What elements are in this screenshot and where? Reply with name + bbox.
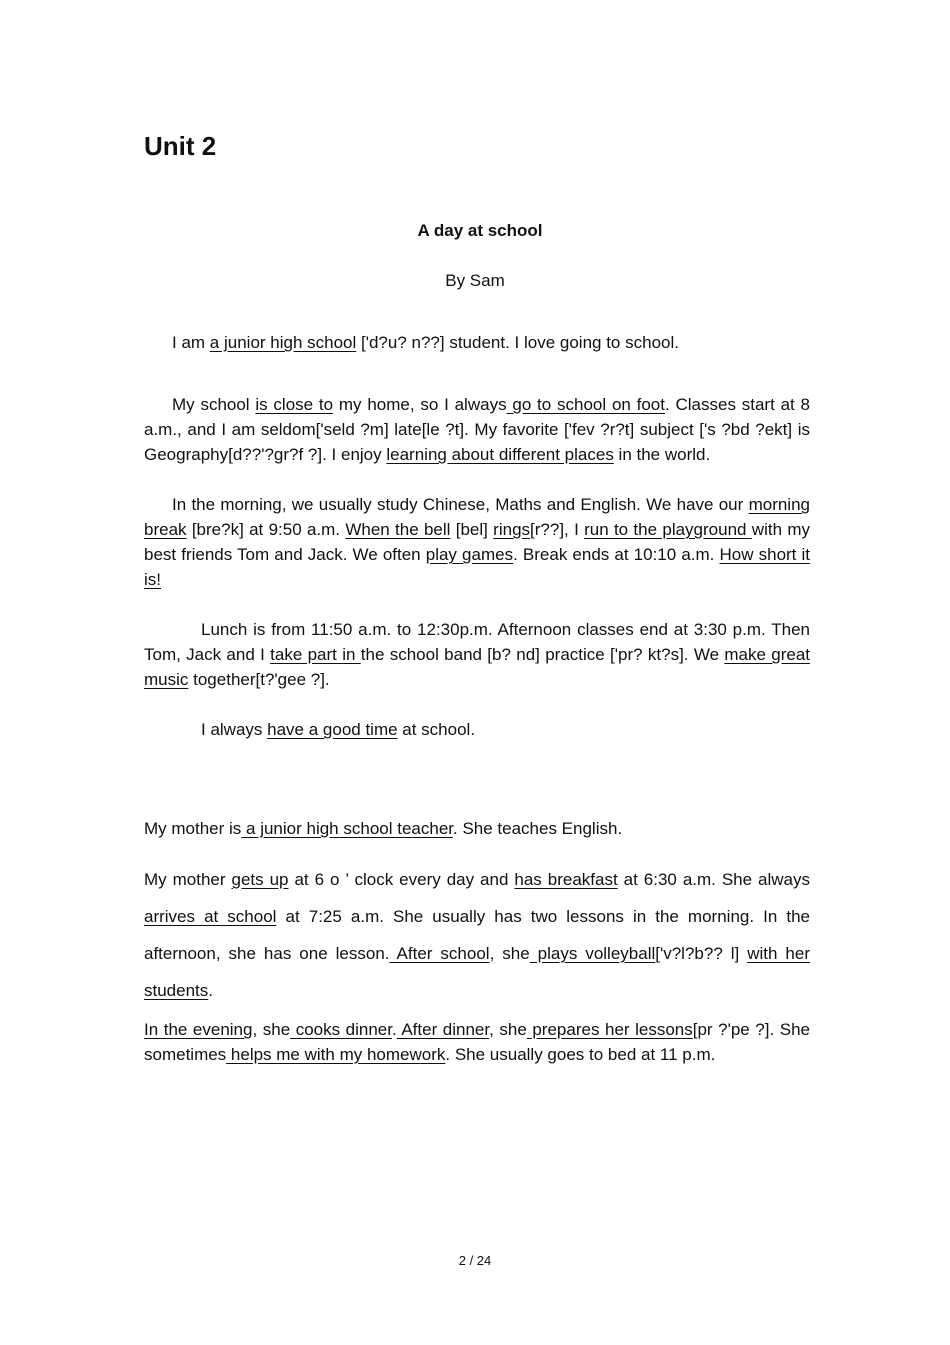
text-run: , she — [252, 1020, 291, 1039]
text-run: . — [208, 981, 213, 1000]
text-run: [r??], I — [530, 520, 585, 539]
text-run: [pr ?'pe ?]. She sometimes — [144, 1020, 810, 1064]
text-run: at 6 o ’ clock every day and — [288, 870, 515, 889]
text-run: . She teaches English. — [453, 819, 623, 838]
underlined-phrase: is close to — [255, 395, 334, 414]
underlined-phrase: run to the playground — [584, 520, 752, 539]
text-run: . Break ends at 10:10 a.m. — [513, 545, 720, 564]
story-paragraph-3 — [144, 492, 810, 592]
story-paragraph-5 — [144, 717, 810, 742]
underlined-phrase: prepares her lessons — [526, 1020, 693, 1039]
story-paragraph-4 — [144, 617, 810, 692]
mother-paragraph-3 — [144, 1017, 810, 1067]
underlined-phrase: go to school on foot — [506, 395, 665, 414]
underlined-phrase: In the evening — [144, 1020, 253, 1039]
underlined-phrase: have a good time — [267, 720, 398, 739]
text-run: Lunch is from 11:50 a.m. to 12:30p.m. Afternoon classes end at 3:30 p.m. Then Tom, Jack and I — [144, 620, 810, 664]
text-run: In the morning, we usually study Chinese, Maths and English. We have our — [172, 495, 749, 514]
underlined-phrase: a junior high school teacher — [241, 819, 453, 838]
text-run: together[t?'gee ?]. — [188, 670, 330, 689]
text-run: at 6:30 a.m. She always — [617, 870, 810, 889]
underlined-phrase: After dinner — [396, 1020, 490, 1039]
underlined-phrase: play games — [425, 545, 514, 564]
underlined-phrase: After school — [389, 944, 490, 963]
text-run: at 7:25 a.m. She usually has two lessons in the morning. In the afternoon, she has one lesson. — [144, 907, 810, 963]
text-run: [bre?k] at 9:50 a.m. — [186, 520, 346, 539]
underlined-phrase: make great music — [144, 645, 810, 689]
text-run: My mother is — [144, 819, 242, 838]
text-run: ['v?l?b?? l] — [655, 944, 748, 963]
text-run: , she — [489, 1020, 527, 1039]
underlined-phrase: helps me with my homework — [226, 1045, 446, 1064]
text-run: the school band [b? nd] practice ['pr? kt?s]. We — [360, 645, 725, 664]
text-run: I always — [201, 720, 268, 739]
underlined-phrase: rings — [493, 520, 531, 539]
underlined-phrase: arrives at school — [144, 907, 277, 926]
text-run: I am — [172, 333, 210, 352]
text-run: ['d?u? n??] student. I love going to school. — [356, 333, 679, 352]
underlined-phrase: has breakfast — [514, 870, 618, 889]
text-run: with my best friends Tom and Jack. We often — [144, 520, 810, 564]
underlined-phrase: take part in — [270, 645, 361, 664]
underlined-phrase: learning about different places — [386, 445, 614, 464]
underlined-phrase: cooks dinner — [290, 1020, 392, 1039]
underlined-phrase: with her students — [144, 944, 810, 1000]
page-number: 2 / 24 — [458, 1253, 492, 1268]
underlined-phrase: gets up — [231, 870, 289, 889]
story-paragraph-2 — [144, 392, 810, 467]
text-run: , she — [489, 944, 530, 963]
underlined-phrase: plays volleyball — [529, 944, 656, 963]
text-run: My mother — [144, 870, 232, 889]
mother-paragraph-1 — [144, 816, 810, 841]
underlined-phrase: morning break — [144, 495, 810, 539]
underlined-phrase: a junior high school — [209, 333, 357, 352]
text-run: in the world. — [613, 445, 711, 464]
mother-paragraph-2 — [144, 861, 810, 1009]
text-run: at school. — [397, 720, 476, 739]
text-run: my home, so I always — [333, 395, 507, 414]
story-byline: By Sam — [445, 271, 505, 290]
text-run: [bel] — [450, 520, 494, 539]
underlined-phrase: When the bell — [345, 520, 451, 539]
text-run: . She usually goes to bed at 11 p.m. — [445, 1045, 716, 1064]
text-run: My school — [172, 395, 256, 414]
story-title: A day at school — [417, 221, 543, 240]
unit-title: Unit 2 — [144, 131, 217, 161]
text-run: . — [391, 1020, 397, 1039]
text-run: . Classes start at 8 a.m., and I am seldom['seld ?m] late[le ?t]. My favorite ['fev ?r?t] subject ['s ?bd ?ekt] is Geography[d??'?gr?f ?]. I enjoy — [144, 395, 811, 464]
underlined-phrase: How short it is! — [144, 545, 811, 589]
story-paragraph-1 — [144, 330, 810, 355]
